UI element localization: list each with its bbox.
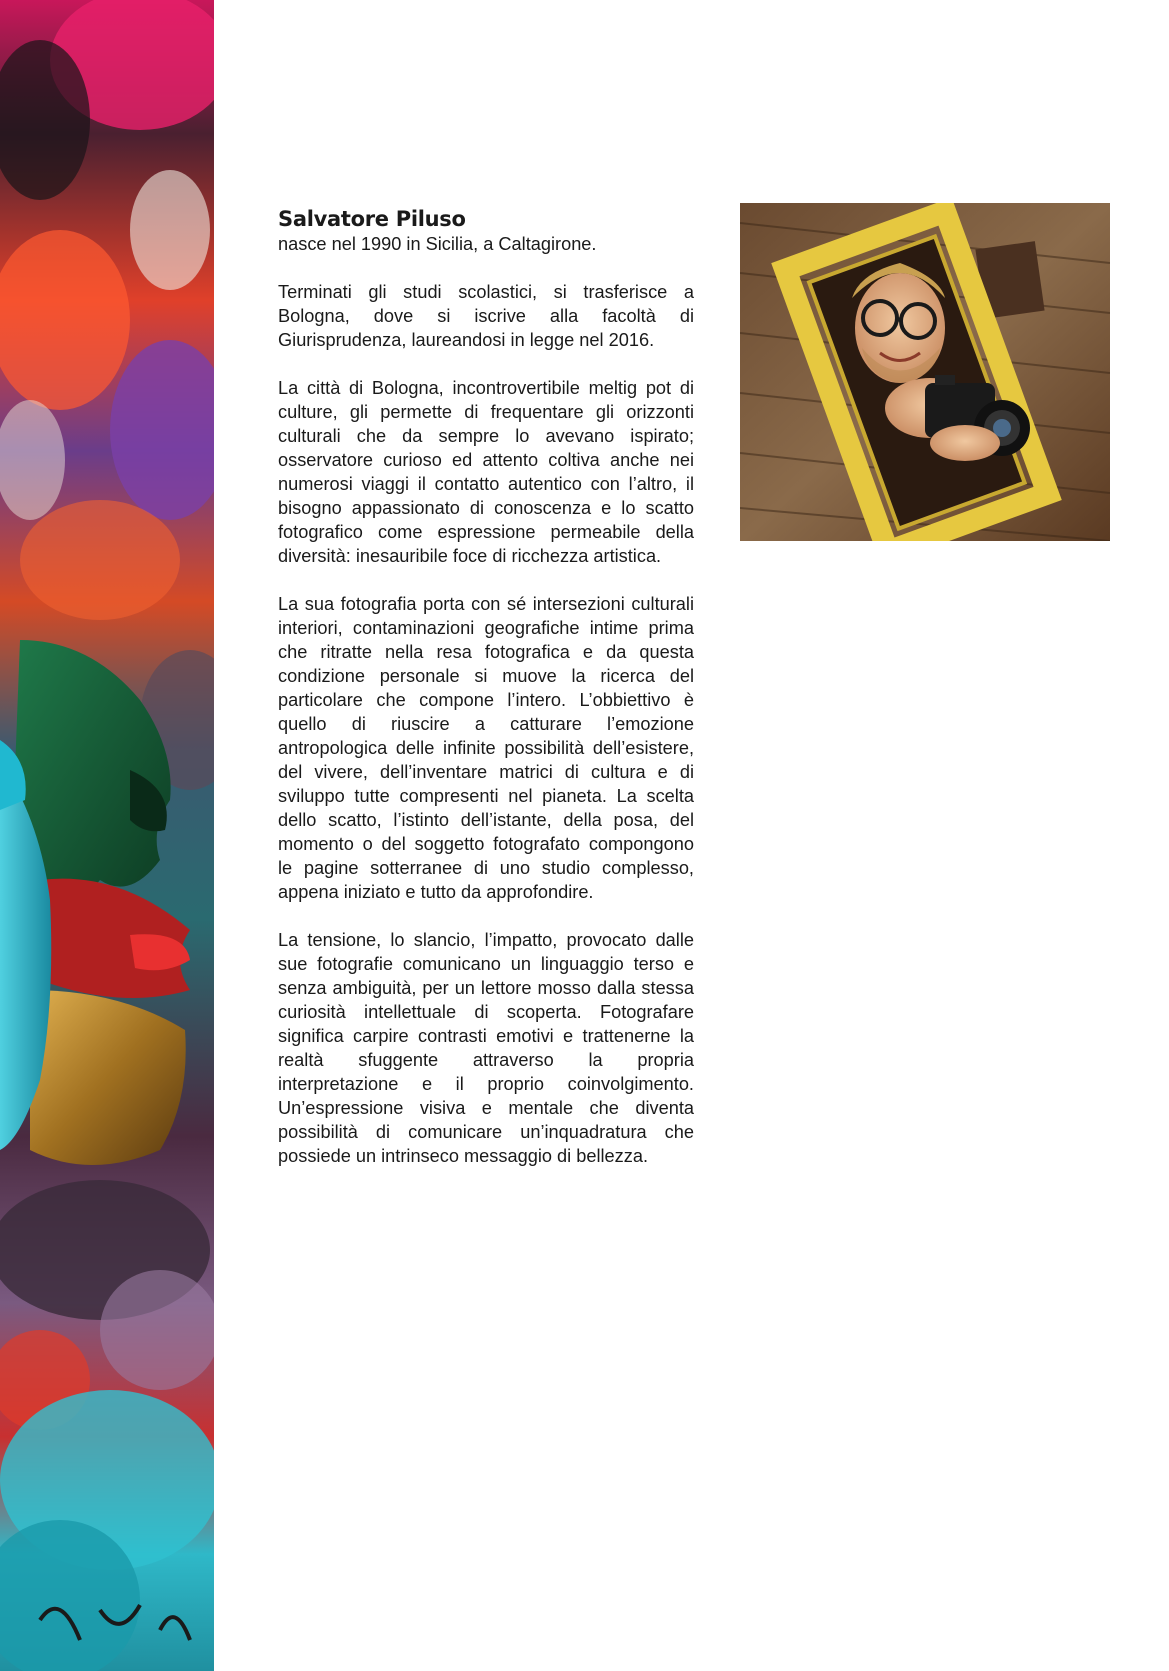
author-name: Salvatore Piluso (278, 207, 466, 231)
bio-paragraph: Terminati gli studi scolastici, si trasferisce a Bologna, dove si iscrive alla facoltà di Giurisprudenza, laureandosi in legge nel 2016. (278, 282, 694, 350)
bio-paragraph: La città di Bologna, incontrovertibile meltig pot di culture, gli permette di frequentare gli orizzonti culturali che da sempre lo avevano ispirato; osservatore curioso ed attento coltiva anche nei numerosi viaggi il contatto autentico con l’altro, il bisogno appassionato di conoscenza e lo scatto fotografico come espressione permeabile della diversità: inesauribile foce di ricchezza artistica. (278, 378, 694, 566)
graffiti-masks-photo (0, 0, 214, 1671)
bio-paragraph: La sua fotografia porta con sé intersezioni culturali interiori, contaminazioni geografiche intime prima che ritratte nella resa fotografica e da questa condizione personale si muove la ricerca del particolare che compone l’intero. L’obbiettivo è quello di riuscire a catturare l’emozione antropologica delle infinite possibilità dell’esistere, del vivere, dell’inventare matrici di cultura e di sviluppo tutte compresenti nel pianeta. La scelta dello scatto, l’istinto dell’istante, della posa, del momento o del soggetto fotografato compongono le pagine sotterranee di uno studio complesso, appena iniziato e tutto da approfondire. (278, 594, 694, 902)
bio-text-column (278, 206, 694, 1192)
bio-paragraph: La tensione, lo slancio, l’impatto, provocato dalle sue fotografie comunicano un linguaggio terso e senza ambiguità, per un lettore mosso dalla stessa curiosità intellettuale di scoperta. Fotografare significa carpire contrasti emotivi e trattenerne la realtà sfuggente attraverso la propria interpretazione e il proprio coinvolgimento. Un’espressione visiva e mentale che diventa possibilità di comunicare un’inquadratura che possiede un intrinseco messaggio di bellezza. (278, 930, 694, 1166)
birth-line: nasce nel 1990 in Sicilia, a Caltagirone. (278, 234, 597, 254)
photographer-in-window-photo (740, 203, 1110, 541)
graffiti-masks-image (0, 0, 214, 1671)
portrait-image (740, 203, 1110, 541)
